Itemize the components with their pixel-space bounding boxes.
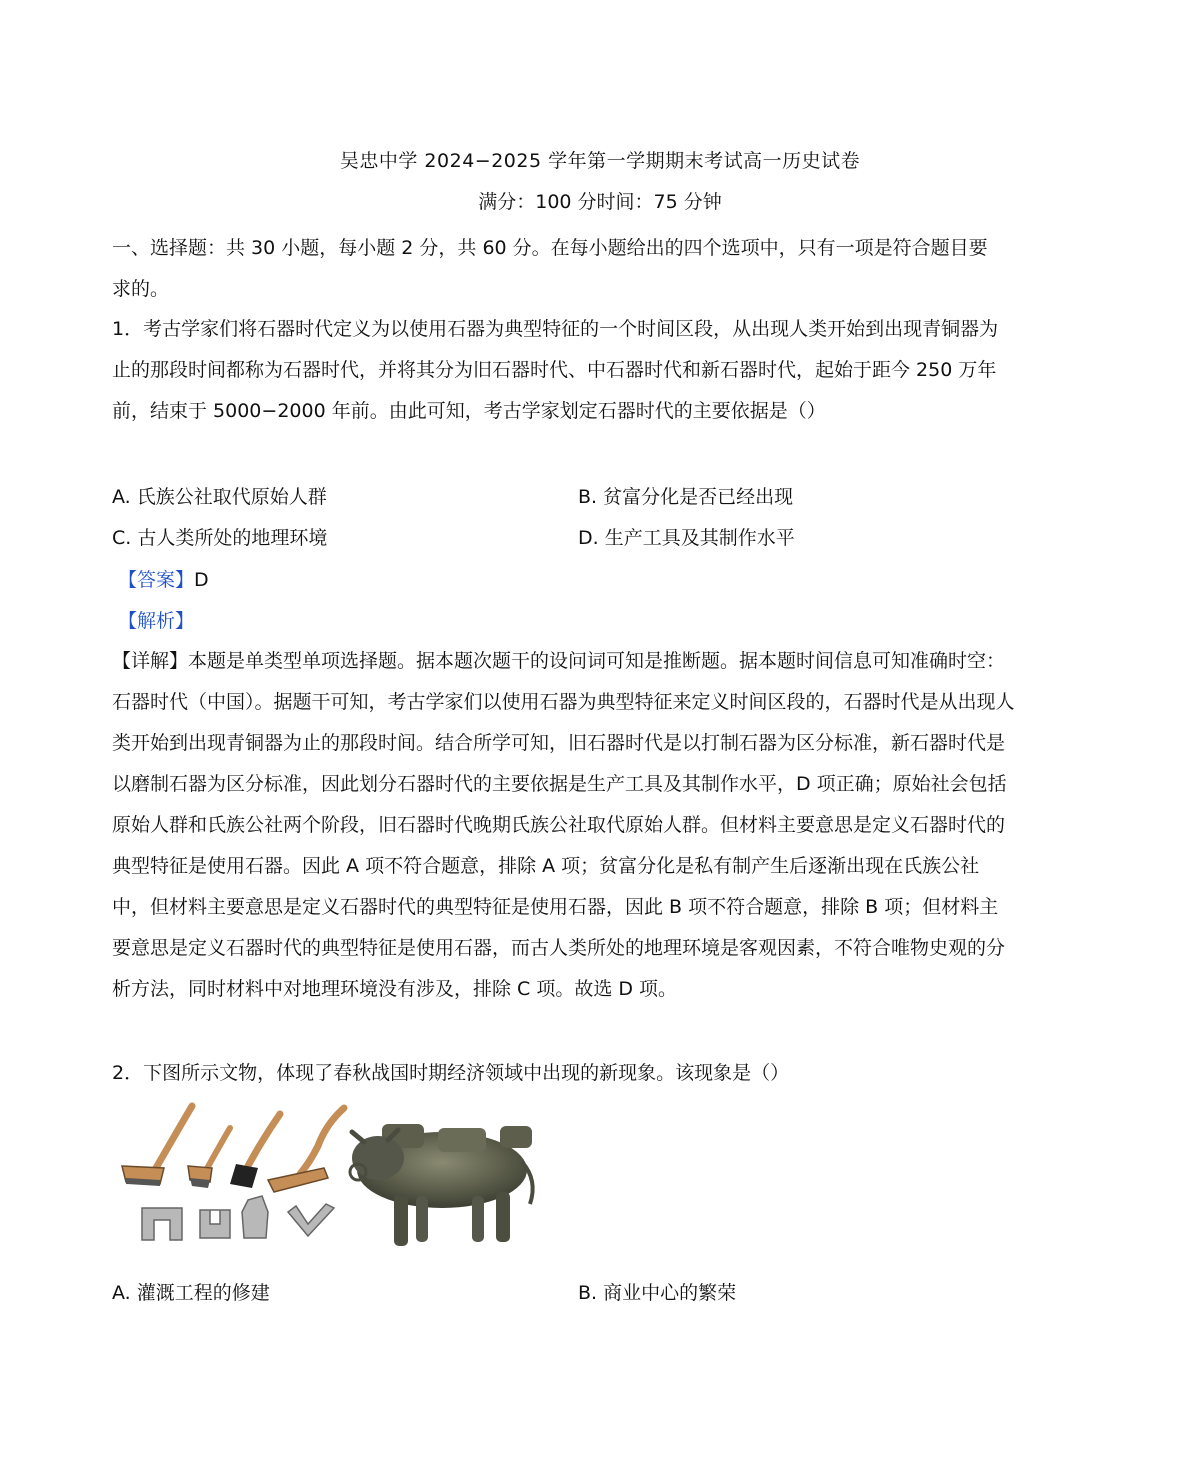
- question-1-option-d: D. 生产工具及其制作水平: [578, 527, 795, 549]
- question-2-stem: 2．下图所示文物，体现了春秋战国时期经济领域中出现的新现象。该现象是（）: [112, 1062, 790, 1084]
- exam-subtitle: 满分：100 分时间：75 分钟: [478, 191, 722, 213]
- question-1-answer: [118, 565, 209, 592]
- question-1-analysis: [118, 606, 194, 633]
- detail-tag: 【详解】: [112, 650, 189, 672]
- detail-text: 本题是单类型单项选择题。据本题次题干的设问词可知是推断题。据本题时间信息可知准确时空：石器时代（中国）。据题干可知，考古学家们以使用石器为典型特征来定义时间区段的，石器时代是从出现人类开始到出现青铜器为止的那段时间。结合所学可知，旧石器时代是以打制石器为区分标准，新石器时代是以磨制石器为区分标准，因此划分石器时代的主要依据是生产工具及其制作水平，D 项正确；原始社会包括原始人群和氏族公社两个阶段，旧石器时代晚期氏族公社取代原始人群。但材料主要意思是定义石器时代的典型特征是使用石器。因此 A 项不符合题意，排除 A 项；贫富分化是私有制产生后逐渐出现在氏族公社中，但材料主要意思是定义石器时代的典型特征是使用石器，因此 B 项不符合题意，排除 B 项；但材料主要意思是定义石器时代的典型特征是使用石器，而古人类所处的地理环境是客观因素，不符合唯物史观的分析方法，同时材料中对地理环境没有涉及，排除 C 项。故选 D 项。: [112, 650, 1015, 1000]
- exam-title: 吴忠中学 2024−2025 学年第一学期期末考试高一历史试卷: [339, 150, 861, 172]
- bronze-ox-vessel-image: [350, 1124, 533, 1246]
- question-1-option-b: B. 贫富分化是否已经出现: [578, 486, 794, 508]
- question-2-option-a: A. 灌溉工程的修建: [112, 1282, 270, 1304]
- question-1-option-c: C. 古人类所处的地理环境: [112, 527, 328, 549]
- analysis-tag: 【解析】: [118, 610, 195, 632]
- question-1-option-a: A. 氏族公社取代原始人群: [112, 486, 327, 508]
- answer-value: D: [194, 569, 209, 591]
- question-2-option-b: B. 商业中心的繁荣: [578, 1282, 737, 1304]
- question-1-stem: 1．考古学家们将石器时代定义为以使用石器为典型特征的一个时间区段，从出现人类开始到出现青铜器为止的那段时间都称为石器时代，并将其分为旧石器时代、中石器时代和新石器时代，起始于距今 250 万年前，结束于 5000−2000 年前。由此可知，考古学家划定石器时代的主要依据是（）: [112, 318, 999, 422]
- iron-farm-tools-image: [122, 1106, 344, 1240]
- question-1-detail: [112, 641, 1017, 1010]
- artifact-figure: [112, 1100, 560, 1260]
- answer-tag: 【答案】: [118, 569, 195, 591]
- section-intro: 一、选择题：共 30 小题，每小题 2 分，共 60 分。在每小题给出的四个选项中，只有一项是符合题目要求的。: [112, 237, 988, 300]
